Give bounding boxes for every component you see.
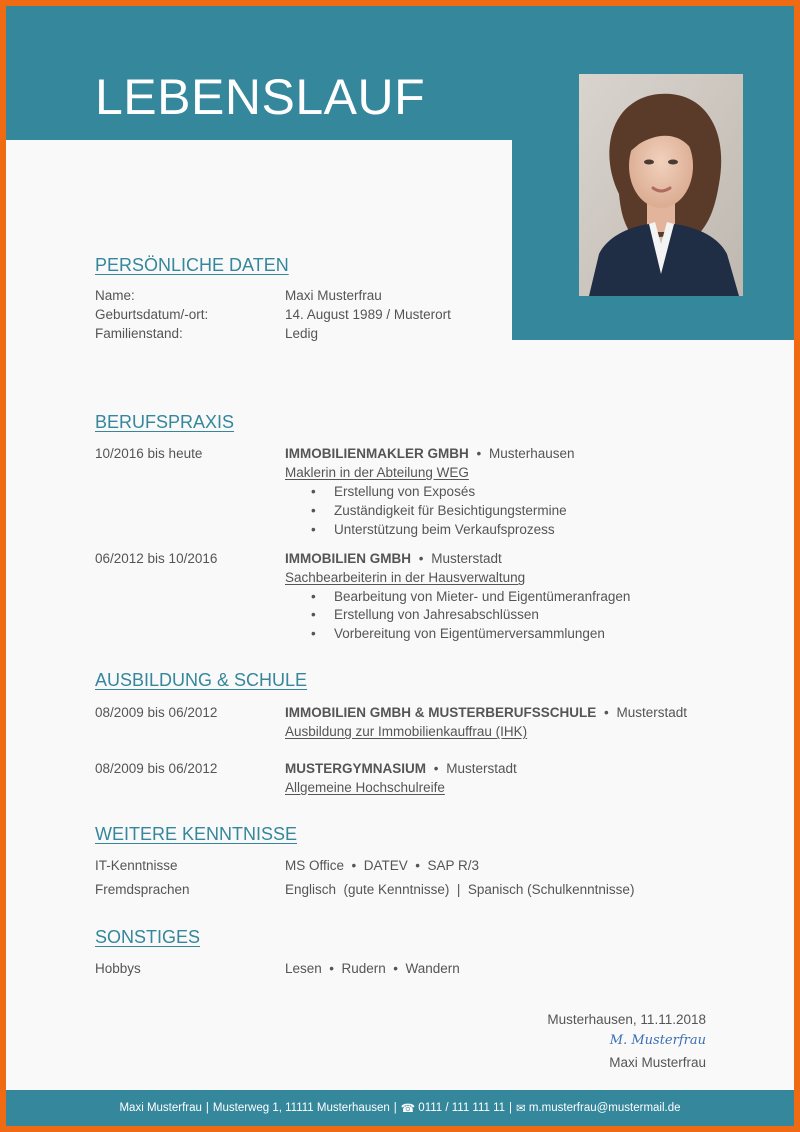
bullet-separator: • xyxy=(418,551,424,566)
footer xyxy=(6,1090,794,1126)
signature: M. Musterfrau xyxy=(609,1033,706,1048)
profile-photo xyxy=(579,74,743,296)
education-degree: Allgemeine Hochschulreife xyxy=(285,780,445,795)
education-period: 08/2009 bis 06/2012 xyxy=(95,761,218,776)
education-location: Musterstadt xyxy=(446,761,517,776)
education-institution: MUSTERGYMNASIUM xyxy=(285,761,426,776)
footer-email[interactable]: m.musterfrau@mustermail.de xyxy=(528,1102,681,1114)
job-period: 06/2012 bis 10/2016 xyxy=(95,551,218,566)
section-heading-personal: PERSÖNLICHE DATEN xyxy=(95,255,289,275)
envelope-icon: ✉ xyxy=(516,1103,529,1115)
job-company: IMMOBILIEN GMBH xyxy=(285,551,411,566)
label-birth: Geburtsdatum/-ort: xyxy=(95,307,209,322)
value-name: Maxi Musterfrau xyxy=(285,288,382,303)
job-role: Maklerin in der Abteilung WEG xyxy=(285,465,469,480)
bullet: • xyxy=(311,522,316,537)
footer-separator: | xyxy=(509,1102,513,1114)
place-date: Musterhausen, 11.11.2018 xyxy=(547,1012,706,1027)
bullet: • xyxy=(311,607,316,622)
label-name: Name: xyxy=(95,288,135,303)
job-task: Bearbeitung von Mieter- und Eigentümeranfragen xyxy=(334,589,631,604)
skills-label: Fremdsprachen xyxy=(95,882,190,897)
skills-label: IT-Kenntnisse xyxy=(95,858,178,873)
misc-value: Lesen • Rudern • Wandern xyxy=(285,961,460,976)
job-task: Vorbereitung von Eigentümerversammlungen xyxy=(334,626,605,641)
education-location: Musterstadt xyxy=(616,705,688,720)
section-heading-experience: BERUFSPRAXIS xyxy=(95,412,235,432)
education-header xyxy=(285,759,517,778)
job-header xyxy=(285,444,575,463)
section-heading-education: AUSBILDUNG & SCHULE xyxy=(95,670,308,690)
bullet: • xyxy=(311,484,316,499)
footer-address: Musterweg 1, 11111 Musterhausen xyxy=(212,1102,390,1114)
section-heading-skills: WEITERE KENNTNISSE xyxy=(95,824,298,844)
value-family-status: Ledig xyxy=(285,326,319,341)
label-family-status: Familienstand: xyxy=(95,326,183,341)
bullet: • xyxy=(311,503,316,518)
section-heading-misc: SONSTIGES xyxy=(95,927,201,947)
bullet-separator: • xyxy=(476,446,482,461)
page-title: LEBENSLAUF xyxy=(95,69,426,125)
job-location: Musterstadt xyxy=(431,551,502,566)
job-company: IMMOBILIENMAKLER GMBH xyxy=(285,446,469,461)
education-header xyxy=(285,703,687,722)
job-role: Sachbearbeiterin in der Hausverwaltung xyxy=(285,570,526,585)
job-task: Erstellung von Exposés xyxy=(334,484,476,499)
footer-separator: | xyxy=(205,1102,209,1114)
misc-label: Hobbys xyxy=(95,961,141,976)
education-period: 08/2009 bis 06/2012 xyxy=(95,705,218,720)
bullet-separator: • xyxy=(604,705,609,720)
bullet-separator: • xyxy=(433,761,439,776)
closing-name: Maxi Musterfrau xyxy=(609,1055,706,1070)
skills-value: MS Office • DATEV • SAP R/3 xyxy=(285,858,480,873)
job-header xyxy=(285,549,502,568)
education-institution: IMMOBILIEN GMBH & MUSTERBERUFSSCHULE xyxy=(285,705,597,720)
footer-separator: | xyxy=(393,1102,397,1114)
value-birth: 14. August 1989 / Musterort xyxy=(285,307,451,322)
job-location: Musterhausen xyxy=(489,446,575,461)
bullet: • xyxy=(311,626,316,641)
job-period: 10/2016 bis heute xyxy=(95,446,203,461)
job-task: Erstellung von Jahresabschlüssen xyxy=(334,607,539,622)
education-degree: Ausbildung zur Immobilienkauffrau (IHK) xyxy=(285,724,528,739)
job-task: Unterstützung beim Verkaufsprozess xyxy=(334,522,555,537)
job-task: Zuständigkeit für Besichtigungstermine xyxy=(334,503,567,518)
bullet: • xyxy=(311,589,316,604)
skills-value: Englisch (gute Kenntnisse) | Spanisch (Schulkenntnisse) xyxy=(285,882,635,897)
footer-phone: 0111 / 111 111 11 xyxy=(418,1102,506,1114)
phone-icon: ☎ xyxy=(400,1103,419,1115)
footer-name: Maxi Musterfrau xyxy=(119,1102,202,1114)
